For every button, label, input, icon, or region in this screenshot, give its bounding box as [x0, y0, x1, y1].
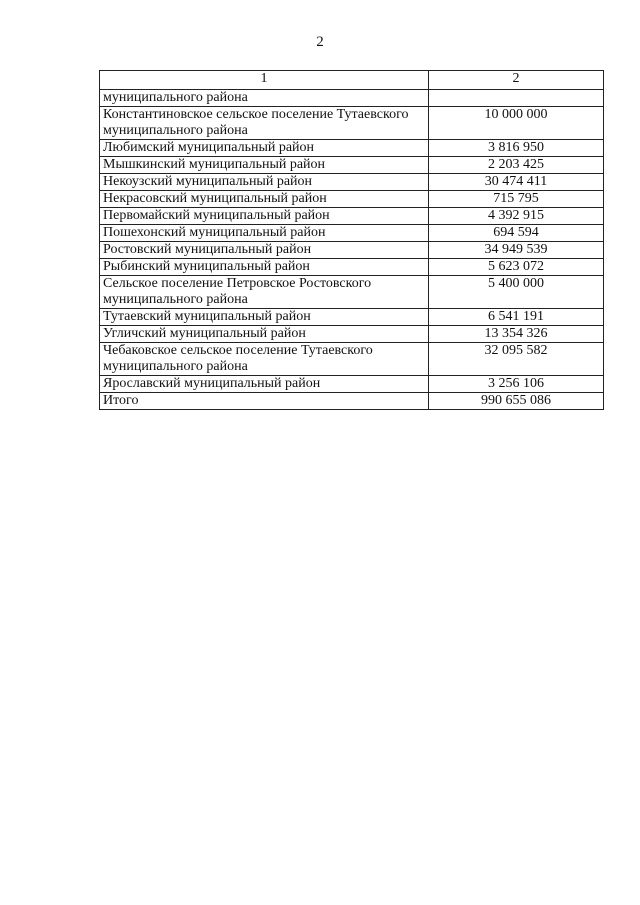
- allocation-table: [99, 70, 604, 410]
- row-name: муниципального района: [100, 90, 429, 107]
- table-row: [100, 259, 604, 276]
- table-row: [100, 225, 604, 242]
- row-name: Ростовский муниципальный район: [100, 242, 429, 259]
- row-name: Некрасовский муниципальный район: [100, 191, 429, 208]
- row-amount: 6 541 191: [429, 309, 604, 326]
- row-amount: 34 949 539: [429, 242, 604, 259]
- table-row: [100, 208, 604, 225]
- total-row: [100, 393, 604, 410]
- table-header: [100, 71, 604, 90]
- row-amount: 694 594: [429, 225, 604, 242]
- row-amount: 4 392 915: [429, 208, 604, 225]
- row-name: Ярославский муниципальный район: [100, 376, 429, 393]
- column-header-2: 2: [429, 71, 604, 90]
- row-name: Чебаковское сельское поселение Тутаевского муниципального района: [100, 343, 429, 376]
- row-amount: 10 000 000: [429, 107, 604, 140]
- row-name: Константиновское сельское поселение Тутаевского муниципального района: [100, 107, 429, 140]
- row-name: Пошехонский муниципальный район: [100, 225, 429, 242]
- page-number: 2: [316, 34, 324, 50]
- table-row: [100, 157, 604, 174]
- row-name: Некоузский муниципальный район: [100, 174, 429, 191]
- table-row: [100, 309, 604, 326]
- table-row: [100, 174, 604, 191]
- row-amount: 30 474 411: [429, 174, 604, 191]
- row-amount: 2 203 425: [429, 157, 604, 174]
- row-name: Первомайский муниципальный район: [100, 208, 429, 225]
- row-name: Любимский муниципальный район: [100, 140, 429, 157]
- row-name: Мышкинский муниципальный район: [100, 157, 429, 174]
- table-row: [100, 326, 604, 343]
- row-amount: 32 095 582: [429, 343, 604, 376]
- row-amount: 13 354 326: [429, 326, 604, 343]
- total-label: Итого: [100, 393, 429, 410]
- table-row: [100, 140, 604, 157]
- row-amount: [429, 90, 604, 107]
- table-row: [100, 242, 604, 259]
- row-name: Сельское поселение Петровское Ростовского муниципального района: [100, 276, 429, 309]
- table-row: [100, 90, 604, 107]
- total-amount: 990 655 086: [429, 393, 604, 410]
- row-amount: 5 623 072: [429, 259, 604, 276]
- row-name: Угличский муниципальный район: [100, 326, 429, 343]
- table-row: [100, 343, 604, 376]
- table-row: [100, 107, 604, 140]
- header-row: [100, 71, 604, 90]
- row-amount: 5 400 000: [429, 276, 604, 309]
- row-name: Тутаевский муниципальный район: [100, 309, 429, 326]
- table-row: [100, 276, 604, 309]
- row-amount: 3 256 106: [429, 376, 604, 393]
- table-body: [100, 90, 604, 410]
- row-name: Рыбинский муниципальный район: [100, 259, 429, 276]
- table-row: [100, 191, 604, 208]
- row-amount: 3 816 950: [429, 140, 604, 157]
- table-row: [100, 376, 604, 393]
- row-amount: 715 795: [429, 191, 604, 208]
- column-header-1: 1: [100, 71, 429, 90]
